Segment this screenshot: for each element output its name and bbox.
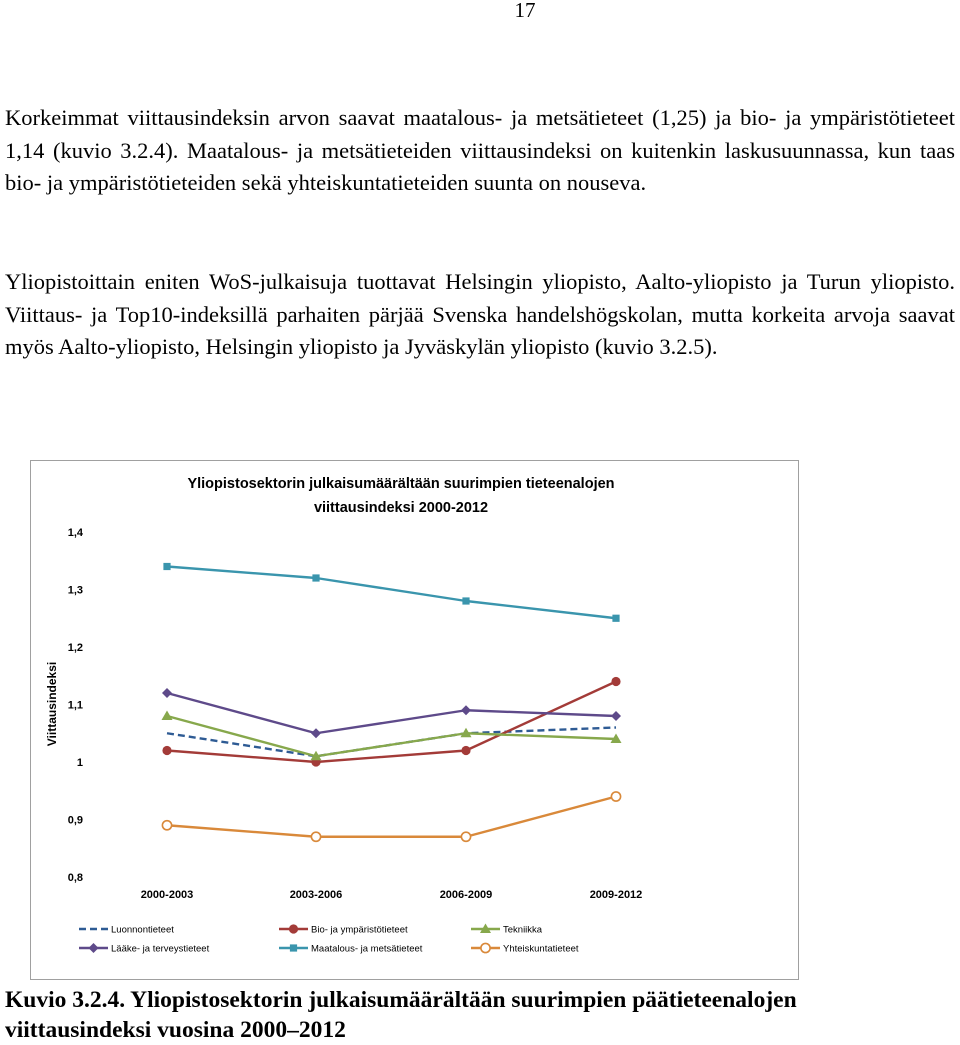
y-tick-label: 1,3: [67, 584, 83, 597]
legend-marker: [89, 943, 99, 953]
line-chart: [31, 461, 798, 979]
legend-item-luonnontieteet: [79, 925, 174, 936]
data-point: [612, 615, 619, 622]
figure-caption: [5, 985, 960, 1045]
data-point: [461, 746, 470, 755]
x-tick-labels: [141, 889, 643, 901]
legend-marker: [289, 924, 298, 933]
paragraph-1: Korkeimmat viittausindeksin arvon saavat maatalous- ja metsätieteet (1,25) ja bio- ja ympäristötieteet 1,14 (kuvio 3.2.4). Maatalous- ja metsätieteiden viittausindeksi on kuitenkin laskusuunnassa, kun taas bio- ja ympäristötieteiden sekä yhteiskuntatieteiden suunta on nouseva.: [5, 105, 955, 195]
series-line: [167, 693, 616, 733]
data-point: [611, 677, 620, 686]
y-tick-label: 1: [76, 757, 83, 769]
data-point: [611, 711, 621, 721]
legend-label: Bio- ja ympäristötieteet: [311, 924, 408, 936]
legend-item-maatalous-ja-metsatieteet: [279, 944, 423, 955]
series-line: [167, 728, 616, 757]
legend-label: Tekniikka: [503, 924, 543, 936]
chart-title-line2: viittausindeksi 2000-2012: [313, 500, 489, 516]
legend-label: Luonnontieteet: [111, 924, 174, 936]
data-point: [162, 821, 171, 830]
series-layer: [162, 563, 622, 841]
caption-line-1: Kuvio 3.2.4. Yliopistosektorin julkaisumäärältään suurimpien päätieteenalojen: [5, 987, 797, 1013]
data-point: [311, 832, 320, 841]
data-point: [162, 711, 173, 721]
x-tick-label: 2006-2009: [439, 889, 493, 901]
series-line: [167, 797, 616, 837]
legend-marker: [481, 943, 490, 952]
page-number: 17: [514, 0, 536, 22]
chart-frame: [30, 460, 799, 980]
data-point: [162, 746, 171, 755]
data-point: [461, 832, 470, 841]
x-tick-label: 2000-2003: [140, 889, 194, 901]
series-line: [167, 567, 616, 619]
legend-marker: [290, 944, 297, 951]
x-tick-label: 2009-2012: [589, 889, 643, 901]
y-tick-labels: [68, 527, 84, 884]
y-tick-label: 1,2: [67, 642, 83, 654]
y-tick-label: 0,9: [67, 814, 83, 827]
chart-title-line1: Yliopistosektorin julkaisumäärältään suurimpien tieteenalojen: [187, 476, 615, 492]
y-tick-label: 1,4: [67, 527, 83, 539]
data-point: [462, 597, 469, 604]
series-tekniikka: [162, 711, 622, 761]
x-tick-label: 2003-2006: [289, 889, 343, 901]
data-point: [611, 792, 620, 801]
data-point: [461, 705, 471, 715]
data-point: [163, 563, 170, 570]
data-point: [312, 574, 319, 581]
legend-label: Lääke- ja terveystieteet: [111, 943, 210, 955]
legend: [79, 924, 579, 955]
legend-item-tekniikka: [471, 924, 543, 936]
series-yhteiskuntatieteet: [162, 792, 620, 841]
paragraph-2: Yliopistoittain eniten WoS-julkaisuja tuottavat Helsingin yliopisto, Aalto-yliopisto ja Turun yliopisto. Viittaus- ja Top10-indeksillä parhaiten pärjää Svenska handelshögskolan, mutta korkeita arvoja saavat myös Aalto-yliopisto, Helsingin yliopisto ja Jyväskylän yliopisto (kuvio 3.2.5).: [5, 269, 955, 359]
data-point: [311, 728, 321, 738]
series-maatalous-ja-metsatieteet: [163, 563, 619, 622]
legend-item-laake-ja-terveystieteet: [79, 943, 210, 955]
legend-label: Maatalous- ja metsätieteet: [311, 943, 423, 955]
y-tick-label: 1,1: [67, 699, 83, 712]
y-tick-label: 0,8: [67, 872, 83, 884]
y-axis-label: Viittausindeksi: [45, 661, 59, 747]
legend-item-bio-ja-ymparistotieteet: [279, 924, 408, 935]
legend-label: Yhteiskuntatieteet: [503, 943, 579, 955]
legend-item-yhteiskuntatieteet: [471, 943, 579, 954]
data-point: [162, 688, 172, 698]
series-luonnontieteet: [167, 728, 616, 757]
caption-line-2: viittausindeksi vuosina 2000–2012: [5, 1017, 346, 1043]
